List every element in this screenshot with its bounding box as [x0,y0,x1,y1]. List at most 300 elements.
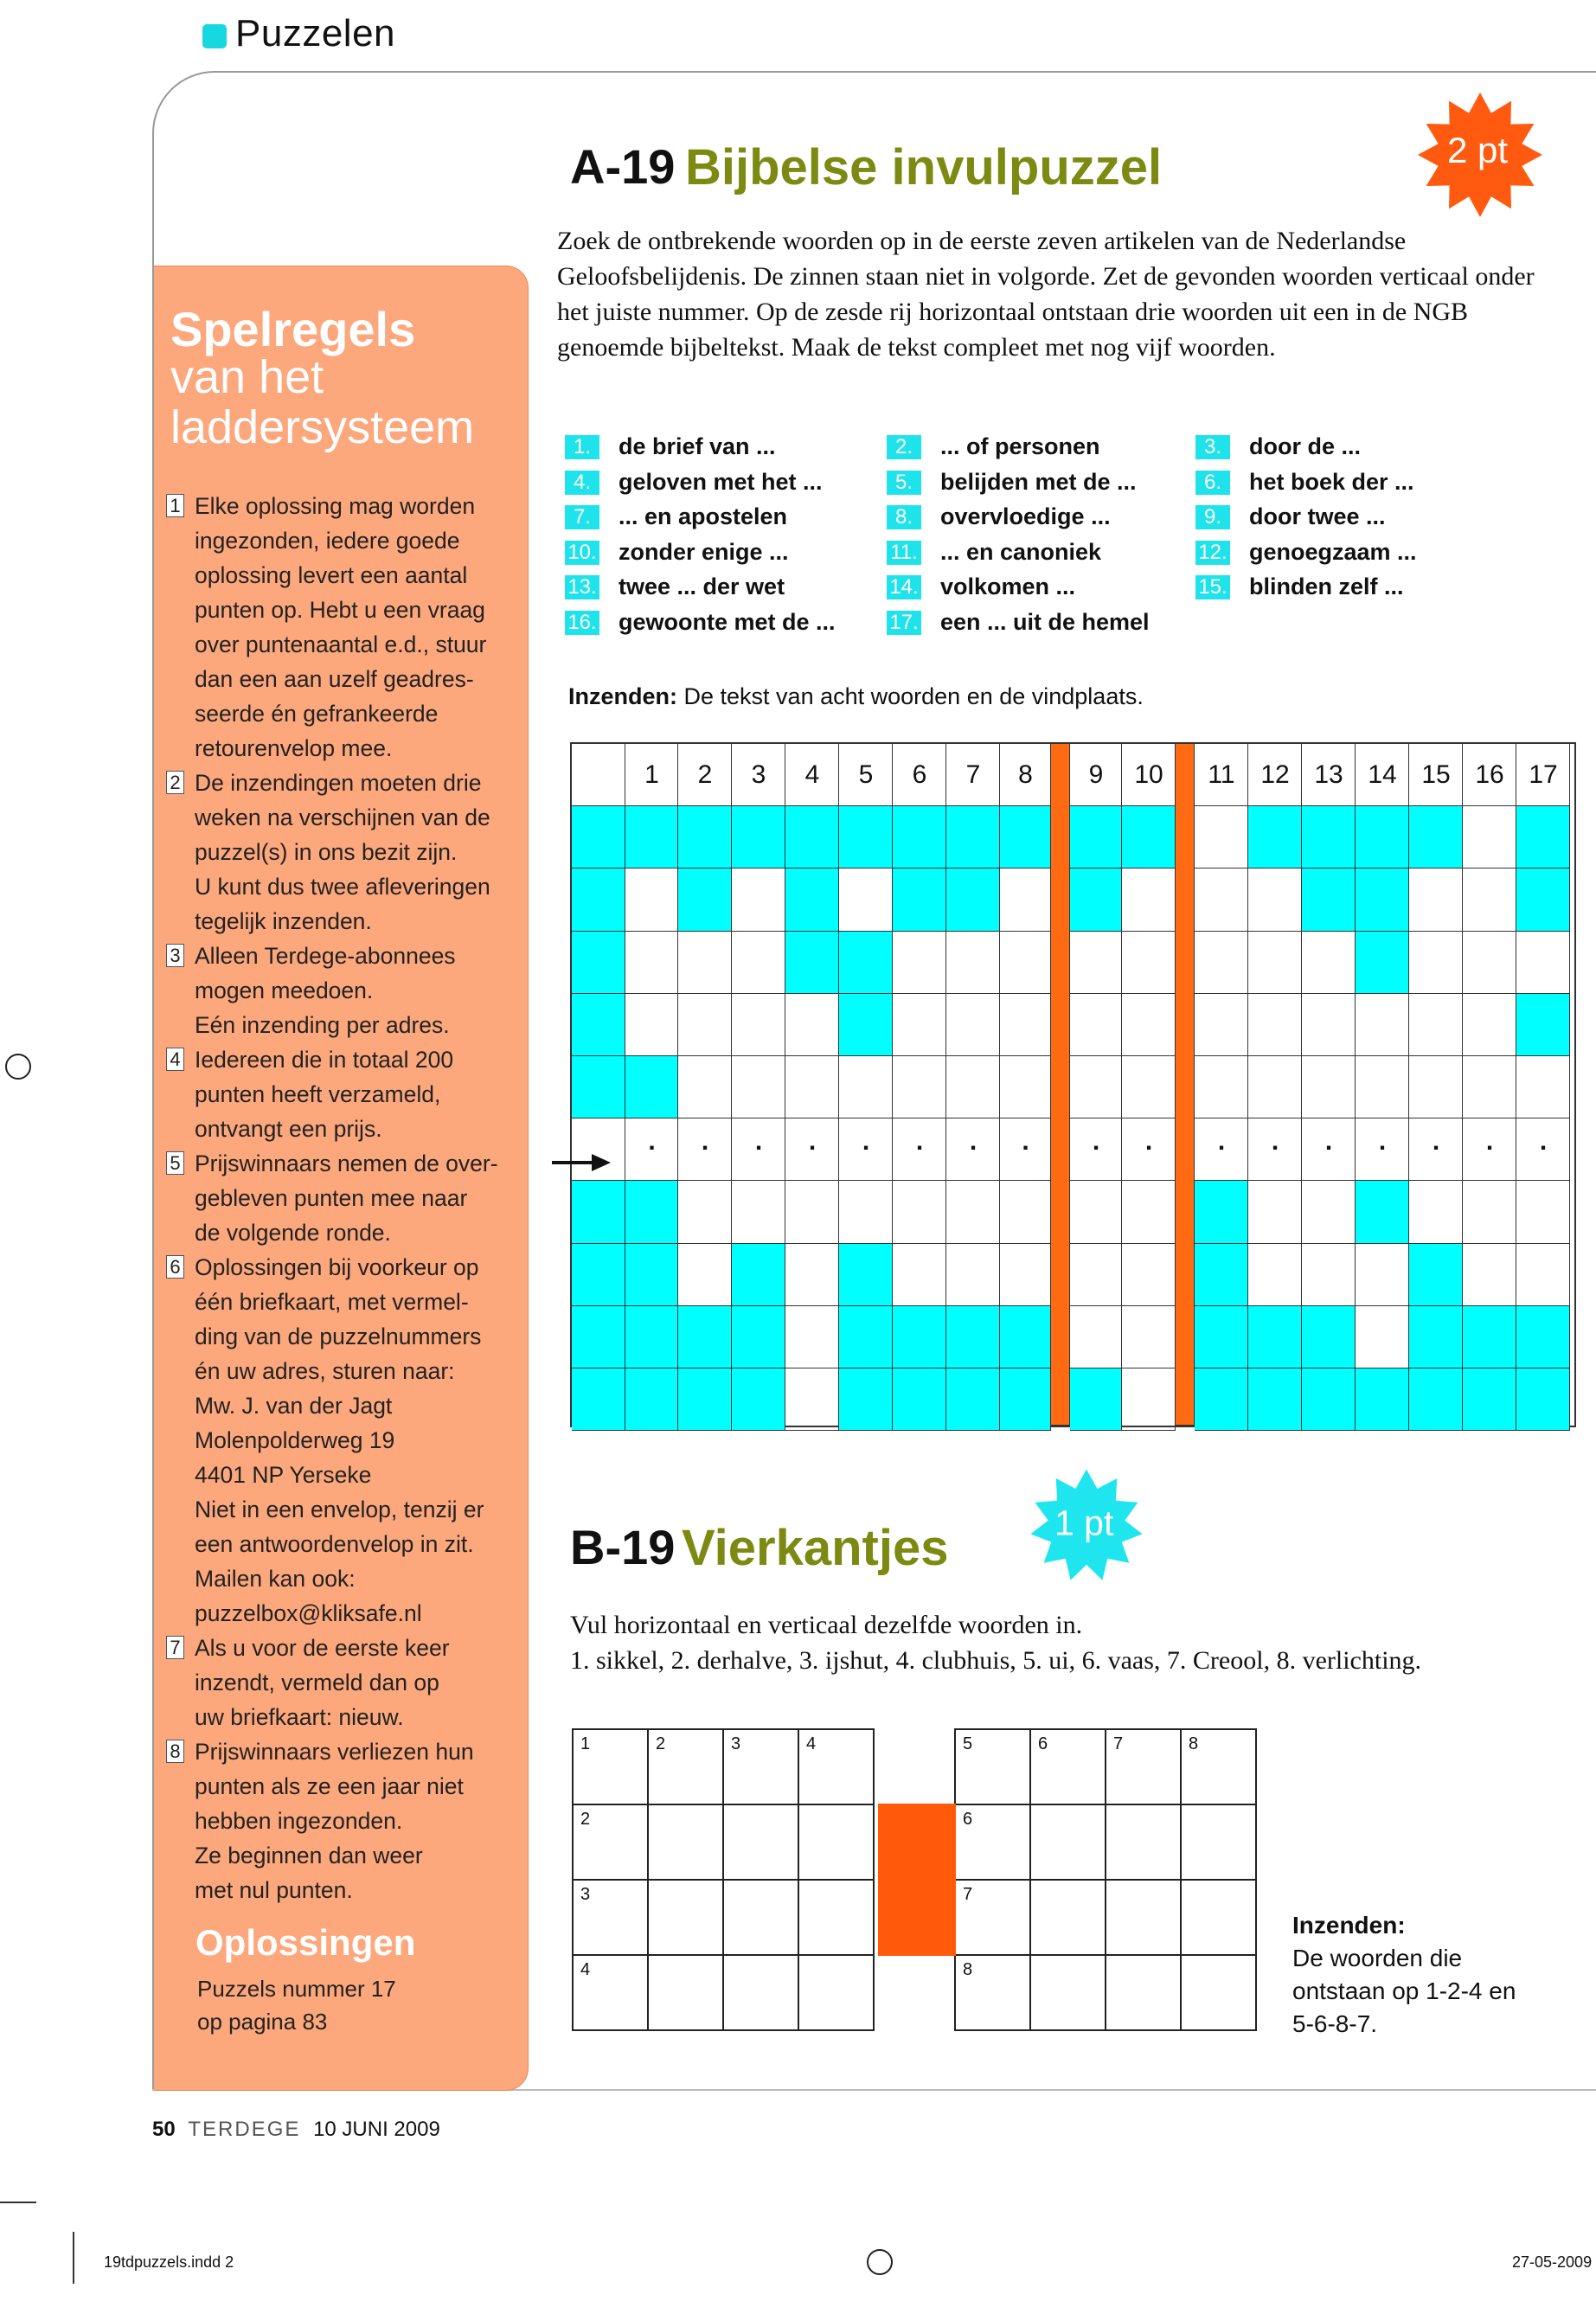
solutions-text: Puzzels nummer 17 op pagina 83 [197,1976,396,2035]
cell-number: 8 [963,1960,973,1979]
clue-text: door twee ... [1249,503,1386,529]
grid-cell[interactable] [1248,1181,1302,1243]
clue-number: 16. [565,611,599,635]
slug-date: 27-05-2009 [1512,2253,1593,2271]
cell-number: 7 [1113,1734,1124,1753]
grid-cell[interactable] [1195,1181,1248,1243]
column-number: 1 [644,760,659,789]
grid-cell[interactable] [678,806,732,868]
grid-cell[interactable] [893,868,946,931]
grid-cell[interactable] [893,1368,946,1431]
grid-cell[interactable] [785,994,839,1056]
grid-cell[interactable] [1195,1244,1248,1306]
grid-cell[interactable] [1409,932,1463,994]
grid-cell[interactable] [1302,994,1356,1056]
grid-cell[interactable] [732,932,785,994]
grid-cell[interactable] [785,1181,839,1243]
vierkantjes-cell[interactable] [1105,1954,1182,2031]
grid-cell[interactable] [1000,806,1051,868]
grid-cell[interactable] [1516,1306,1570,1368]
grid-cell[interactable] [1070,1118,1122,1181]
grid-cell[interactable] [1356,868,1409,931]
grid-cell[interactable] [1248,1244,1302,1306]
grid-cell[interactable] [1248,932,1302,994]
grid-dot: . [1144,1127,1153,1157]
vierkantjes-cell[interactable] [572,1879,649,1956]
grid-cell[interactable] [946,932,1000,994]
grid-cell[interactable] [625,1306,678,1368]
grid-separator [1051,744,1070,1426]
clue-item [887,569,1075,604]
grid-cell[interactable] [625,1368,678,1431]
grid-cell[interactable] [1070,1306,1122,1368]
grid-cell[interactable] [1195,868,1248,931]
grid-cell [572,806,625,868]
grid-cell[interactable] [946,868,1000,931]
vierkantjes-cell[interactable] [798,1954,875,2031]
clue-number: 3. [1195,435,1230,459]
grid-cell[interactable] [1195,806,1248,868]
cell-number: 6 [963,1810,973,1829]
grid-cell[interactable] [678,994,732,1056]
grid-dot: . [862,1127,870,1157]
grid-cell[interactable] [1248,994,1302,1056]
vierkantjes-cell[interactable] [722,1804,799,1881]
vierkantjes-cell[interactable] [1180,1804,1257,1881]
grid-cell[interactable] [946,1056,1000,1118]
row-arrow-icon [550,1150,612,1175]
clue-number: 10. [565,541,599,565]
rule-number: 5 [166,1151,184,1175]
grid-cell[interactable] [1195,1056,1248,1118]
grid-cell[interactable] [625,932,678,994]
grid-header-cell [1000,744,1051,806]
vierkantjes-cell[interactable] [647,1728,724,1805]
grid-header-cell [839,744,893,806]
grid-header-cell [946,744,1000,806]
clue-number: 17. [887,611,921,635]
grid-cell[interactable] [1409,1306,1463,1368]
vierkantjes-cell[interactable] [647,1879,724,1956]
clue-item [565,535,789,569]
rule-text: Als u voor de eerste keer inzendt, vermeld dan op uw briefkaart: nieuw. [195,1635,450,1730]
clue-number: 6. [1195,471,1230,495]
grid-cell[interactable] [732,1118,785,1181]
registration-mark-icon [867,2249,893,2275]
grid-cell [572,868,625,931]
grid-cell[interactable] [1356,1244,1409,1306]
vierkantjes-cell[interactable] [798,1728,875,1805]
grid-cell[interactable] [1409,1244,1463,1306]
grid-cell[interactable] [1409,994,1463,1056]
grid-cell[interactable] [1463,1368,1516,1431]
puzzle-a-grid [570,742,1576,1427]
grid-cell[interactable] [1248,1306,1302,1368]
grid-dot: . [754,1127,763,1157]
grid-cell[interactable] [1516,806,1570,868]
grid-cell[interactable] [1463,806,1516,868]
grid-cell[interactable] [678,1118,732,1181]
clue-number: 2. [887,435,921,459]
vierkantjes-cell[interactable] [1180,1954,1257,2031]
grid-cell[interactable] [1356,1056,1409,1118]
vierkantjes-cell[interactable] [722,1879,799,1956]
grid-cell[interactable] [1302,1368,1356,1431]
grid-cell[interactable] [1122,932,1176,994]
grid-header-cell [1463,744,1516,806]
grid-cell[interactable] [1195,994,1248,1056]
clue-text: geloven met het ... [619,468,823,495]
grid-cell[interactable] [732,1244,785,1306]
clue-number: 4. [565,471,599,495]
grid-cell[interactable] [839,1181,893,1243]
vierkantjes-cell[interactable] [798,1804,875,1881]
grid-cell[interactable] [785,1244,839,1306]
grid-cell[interactable] [1409,1181,1463,1243]
grid-cell[interactable] [1463,994,1516,1056]
grid-cell [572,1244,625,1306]
grid-cell[interactable] [1516,1244,1570,1306]
column-number: 5 [858,760,874,789]
grid-cell[interactable] [1122,994,1176,1056]
grid-cell[interactable] [1195,932,1248,994]
puzzle-a-title: Bijbelse invulpuzzel [685,139,1163,195]
clue-item [565,569,785,604]
grid-cell[interactable] [1000,1244,1051,1306]
puzzle-b-number: B-19 [570,1520,676,1574]
grid-cell[interactable] [1248,1118,1302,1181]
grid-cell[interactable] [678,868,732,931]
grid-cell[interactable] [678,1181,732,1243]
grid-cell[interactable] [1000,932,1051,994]
grid-header-cell [1070,744,1122,806]
grid-cell[interactable] [1000,868,1051,931]
grid-cell[interactable] [893,932,946,994]
grid-cell[interactable] [1302,1244,1356,1306]
grid-cell[interactable] [1248,806,1302,868]
grid-cell[interactable] [1302,868,1356,931]
grid-cell[interactable] [1122,1244,1176,1306]
grid-cell[interactable] [1070,1368,1122,1431]
vierkantjes-cell[interactable] [954,1954,1031,2031]
vierkantjes-cell[interactable] [1029,1804,1106,1881]
grid-cell[interactable] [1195,1118,1248,1181]
grid-cell[interactable] [1409,1368,1463,1431]
grid-cell[interactable] [1356,1368,1409,1431]
grid-cell[interactable] [1302,1056,1356,1118]
grid-cell[interactable] [1516,1368,1570,1431]
grid-cell[interactable] [1122,1368,1176,1431]
grid-cell[interactable] [1248,868,1302,931]
grid-dot: . [1092,1127,1100,1157]
grid-cell[interactable] [625,1181,678,1243]
grid-dot: . [1324,1127,1333,1157]
grid-cell[interactable] [893,1244,946,1306]
cell-number: 7 [963,1885,973,1904]
points-a-label: 2 pt [1446,130,1509,170]
registration-mark-icon [5,1054,31,1080]
grid-cell[interactable] [946,1244,1000,1306]
grid-cell[interactable] [893,806,946,868]
rule-item [166,1734,512,1907]
cell-number: 5 [963,1734,973,1753]
grid-cell[interactable] [893,1181,946,1243]
grid-cell[interactable] [839,1306,893,1368]
grid-cell[interactable] [1463,1244,1516,1306]
grid-cell[interactable] [785,1306,839,1368]
clue-item [1195,465,1414,499]
column-number: 4 [804,760,820,789]
vierkantjes-cell[interactable] [954,1879,1031,1956]
grid-cell[interactable] [732,1056,785,1118]
grid-cell[interactable] [625,806,678,868]
grid-cell[interactable] [1516,1056,1570,1118]
rule-item [166,766,512,939]
grid-cell[interactable] [678,1368,732,1431]
grid-cell[interactable] [678,1056,732,1118]
rules-subtitle: van het laddersysteem [170,351,475,453]
grid-cell[interactable] [1070,994,1122,1056]
grid-dot: . [701,1127,709,1157]
column-number: 6 [912,760,927,789]
grid-cell[interactable] [839,806,893,868]
grid-cell[interactable] [946,1306,1000,1368]
grid-cell[interactable] [1409,1118,1463,1181]
grid-cell[interactable] [1070,1056,1122,1118]
vierkantjes-cell[interactable] [722,1954,799,2031]
clue-item [887,499,1111,534]
grid-cell[interactable] [1070,1244,1122,1306]
grid-header-cell [1195,744,1248,806]
grid-cell[interactable] [946,806,1000,868]
clue-item [1195,429,1361,464]
grid-cell[interactable] [785,1368,839,1431]
clue-text: genoegzaam ... [1249,538,1417,565]
grid-cell[interactable] [893,994,946,1056]
clue-text: overvloedige ... [940,503,1111,529]
vierkantjes-cell[interactable] [647,1804,724,1881]
grid-cell[interactable] [839,932,893,994]
clue-number: 7. [565,505,599,529]
vierkantjes-cell[interactable] [572,1728,649,1805]
clue-item [887,465,1137,499]
grid-cell[interactable] [1000,994,1051,1056]
grid-cell[interactable] [785,932,839,994]
cell-number: 1 [580,1734,591,1753]
grid-cell[interactable] [1356,1118,1409,1181]
grid-cell[interactable] [946,1118,1000,1181]
grid-cell[interactable] [1070,1181,1122,1243]
grid-cell[interactable] [1409,1056,1463,1118]
grid-cell[interactable] [732,868,785,931]
grid-cell[interactable] [1000,1368,1051,1431]
grid-cell[interactable] [1122,1306,1176,1368]
clue-item [565,605,836,639]
vierkantjes-cell[interactable] [1180,1879,1257,1956]
grid-cell[interactable] [625,1244,678,1306]
grid-cell[interactable] [678,1306,732,1368]
grid-cell[interactable] [1356,1181,1409,1243]
grid-cell[interactable] [839,1368,893,1431]
grid-cell[interactable] [625,1056,678,1118]
grid-cell[interactable] [1516,868,1570,931]
grid-cell[interactable] [1122,1056,1176,1118]
grid-cell[interactable] [1409,868,1463,931]
vierkantjes-cell[interactable] [1180,1728,1257,1805]
grid-cell[interactable] [785,868,839,931]
grid-cell[interactable] [839,868,893,931]
vierkantjes-cell[interactable] [1105,1804,1182,1881]
column-number: 9 [1088,760,1104,789]
grid-cell[interactable] [1516,932,1570,994]
grid-cell[interactable] [1302,932,1356,994]
cell-number: 2 [580,1810,591,1829]
grid-cell[interactable] [1000,1118,1051,1181]
grid-cell[interactable] [946,1368,1000,1431]
clue-item [887,535,1101,569]
grid-cell[interactable] [1070,932,1122,994]
grid-cell[interactable] [1463,932,1516,994]
rule-number: 8 [166,1740,184,1763]
vierkantjes-cell[interactable] [647,1954,724,2031]
grid-dot: . [1022,1127,1029,1157]
grid-cell[interactable] [1070,868,1122,931]
cell-number: 3 [731,1734,741,1753]
crop-mark [0,2202,36,2203]
grid-cell[interactable] [625,868,678,931]
grid-cell[interactable] [1463,1306,1516,1368]
grid-dot: . [969,1127,977,1157]
grid-cell[interactable] [1463,1181,1516,1243]
grid-cell[interactable] [1516,994,1570,1056]
vierkantjes-cell[interactable] [1029,1954,1106,2031]
grid-dot: . [1485,1127,1494,1157]
grid-cell[interactable] [839,1244,893,1306]
grid-header-cell [893,744,946,806]
rule-item [166,1146,512,1250]
grid-cell[interactable] [893,1306,946,1368]
grid-cell[interactable] [678,1244,732,1306]
grid-cell[interactable] [1409,806,1463,868]
grid-cell[interactable] [946,994,1000,1056]
grid-cell[interactable] [1356,932,1409,994]
grid-cell[interactable] [1302,1181,1356,1243]
grid-cell [572,1056,625,1118]
grid-cell[interactable] [1195,1368,1248,1431]
grid-cell[interactable] [785,1056,839,1118]
clue-text: gewoonte met de ... [619,608,836,635]
grid-cell[interactable] [1195,1306,1248,1368]
grid-cell[interactable] [732,806,785,868]
submit-text: De tekst van acht woorden en de vindplaats. [683,683,1144,709]
grid-cell[interactable] [732,1368,785,1431]
rule-item [166,1042,512,1146]
clue-text: ... of personen [940,433,1100,459]
vierkantjes-cell[interactable] [954,1728,1031,1805]
grid-cell[interactable] [1302,1118,1356,1181]
grid-cell[interactable] [946,1181,1000,1243]
grid-cell[interactable] [732,1306,785,1368]
grid-cell[interactable] [1356,994,1409,1056]
grid-cell[interactable] [1248,1368,1302,1431]
grid-header-cell [1122,744,1176,806]
grid-cell[interactable] [1463,868,1516,931]
vierkantjes-cell[interactable] [1029,1728,1106,1805]
clue-item [565,429,776,464]
clue-number: 13. [565,575,599,599]
grid-cell[interactable] [1122,1118,1176,1181]
grid-cell[interactable] [1463,1118,1516,1181]
grid-cell[interactable] [1516,1118,1570,1181]
rule-item [166,939,512,1042]
vierkantjes-cell[interactable] [1105,1728,1182,1805]
grid-cell[interactable] [785,1118,839,1181]
submit-label: Inzenden: [568,683,677,709]
vierkantjes-cell[interactable] [1105,1879,1182,1956]
grid-cell[interactable] [1000,1181,1051,1243]
grid-cell[interactable] [732,994,785,1056]
grid-cell[interactable] [893,1056,946,1118]
grid-cell[interactable] [1248,1056,1302,1118]
grid-cell[interactable] [1122,806,1176,868]
cell-number: 8 [1189,1734,1199,1753]
vierkantjes-cell[interactable] [1029,1879,1106,1956]
grid-cell[interactable] [625,994,678,1056]
grid-cell[interactable] [1356,806,1409,868]
vierkantjes-cell[interactable] [798,1879,875,1956]
grid-cell[interactable] [1122,1181,1176,1243]
grid-cell[interactable] [839,994,893,1056]
grid-cell[interactable] [1516,1181,1570,1243]
grid-cell[interactable] [1070,806,1122,868]
vierkantjes-cell[interactable] [572,1804,649,1881]
column-number: 7 [965,760,981,789]
issue-date: 10 JUNI 2009 [313,2118,440,2141]
clue-text: blinden zelf ... [1249,574,1404,599]
cell-number: 2 [656,1734,666,1753]
grid-cell[interactable] [1000,1056,1051,1118]
grid-header-cell [1516,744,1570,806]
grid-dot: . [1432,1127,1440,1157]
grid-cell[interactable] [732,1181,785,1243]
grid-cell[interactable] [839,1056,893,1118]
grid-cell[interactable] [625,1118,678,1181]
grid-cell[interactable] [1463,1056,1516,1118]
vierkantjes-cell[interactable] [954,1804,1031,1881]
column-number: 14 [1368,760,1397,789]
vierkantjes-block [878,1804,956,1881]
grid-cell[interactable] [678,932,732,994]
clue-text: ... en canoniek [940,538,1102,565]
grid-cell[interactable] [785,806,839,868]
grid-cell[interactable] [1000,1306,1051,1368]
vierkantjes-cell[interactable] [722,1728,799,1805]
clue-number: 11. [887,541,921,565]
grid-header-cell [1302,744,1356,806]
grid-cell[interactable] [1122,868,1176,931]
puzzle-a-intro: Zoek de ontbrekende woorden op in de eerste zeven artikelen van de Nederlandse Geloofsbelijdenis. De zinnen staan niet in volgorde. Zet de gevonden woorden verticaal onder het juiste nummer. Op de zesde rij horizontaal ontstaan drie woorden uit een in de NGB genoemde bijbeltekst. Maak de tekst compleet met nog vijf woorden. [557,227,1535,362]
grid-cell[interactable] [839,1118,893,1181]
grid-cell[interactable] [1302,1306,1356,1368]
grid-cell[interactable] [1302,806,1356,868]
vierkantjes-cell[interactable] [572,1954,649,2031]
grid-separator [1176,744,1195,1426]
grid-cell[interactable] [893,1118,946,1181]
grid-cell[interactable] [1356,1306,1409,1368]
rule-item [166,1631,512,1734]
grid-dot: . [1378,1127,1387,1157]
slug-file: 19tdpuzzels.indd 2 [104,2253,234,2271]
